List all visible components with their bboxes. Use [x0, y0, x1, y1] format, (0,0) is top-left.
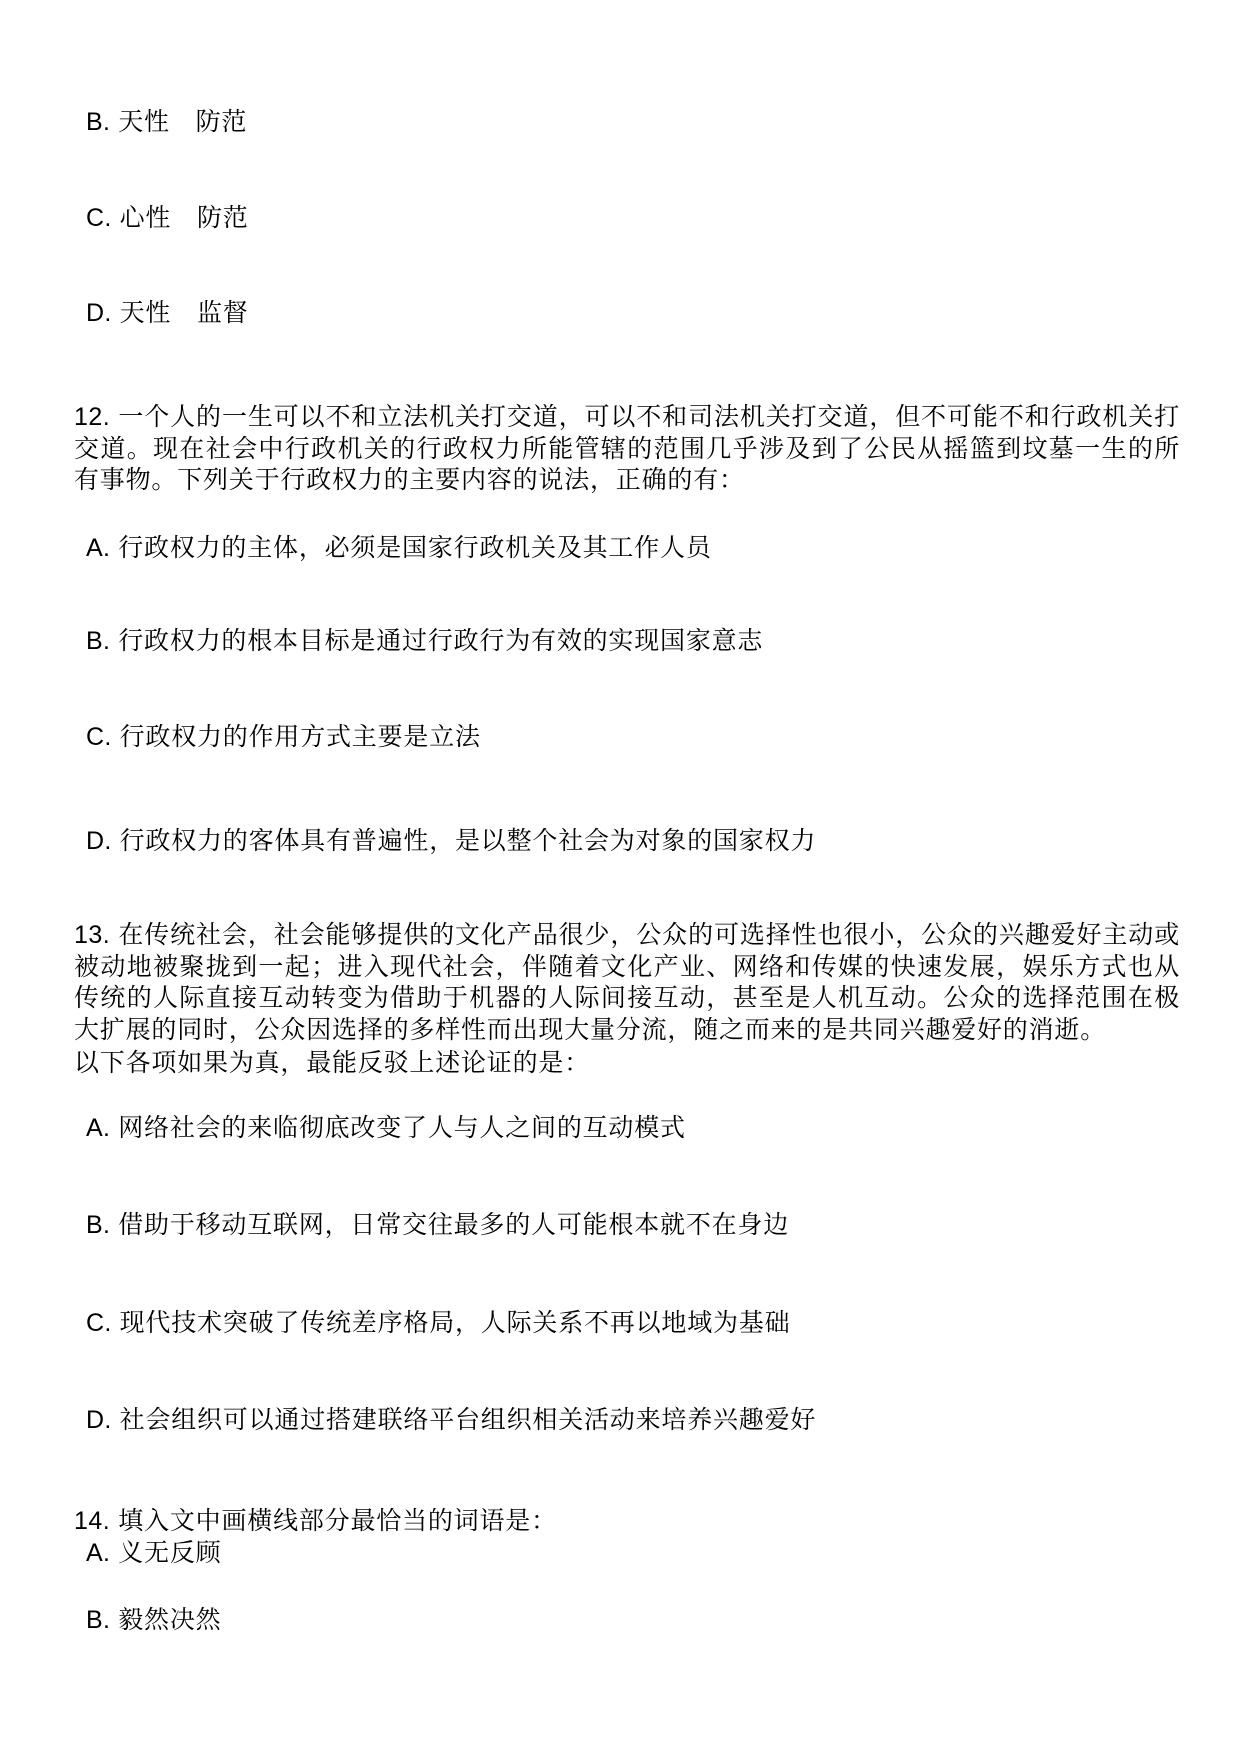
question-number: 13.	[74, 921, 111, 949]
option-text: 义无反顾	[118, 1539, 222, 1567]
option-text: 行政权力的根本目标是通过行政行为有效的实现国家意志	[118, 627, 764, 655]
option-label: B.	[86, 108, 111, 136]
option-13-c	[86, 1308, 790, 1340]
option-label: C.	[86, 723, 112, 751]
question-stem-text: 一个人的一生可以不和立法机关打交道，可以不和司法机关打交道，但不可能不和行政机关打交道。现在社会中行政机关的行政权力所能管辖的范围几乎涉及到了公民从摇篮到坟墓一生的所有事物。下列关于行政权力的主要内容的说法，正确的有：	[74, 403, 1180, 494]
option-label: A.	[86, 1539, 111, 1567]
option-text: 社会组织可以通过搭建联络平台组织相关活动来培养兴趣爱好	[119, 1406, 817, 1434]
option-label: A.	[86, 534, 111, 562]
question-13-stem	[74, 920, 1180, 1046]
option-label: D.	[86, 827, 112, 855]
option-11-b	[86, 107, 247, 139]
question-number: 12.	[74, 403, 111, 431]
question-13-prompt: 以下各项如果为真，最能反驳上述论证的是：	[74, 1049, 591, 1077]
option-text: 心性 防范	[119, 204, 249, 232]
option-label: A.	[86, 1114, 111, 1142]
option-11-c	[86, 203, 249, 235]
option-label: C.	[86, 204, 112, 232]
option-14-b	[86, 1605, 221, 1637]
option-text: 天性 监督	[119, 299, 249, 327]
option-label: B.	[86, 1211, 111, 1239]
option-label: B.	[86, 627, 111, 655]
option-13-a	[86, 1113, 686, 1145]
option-label: D.	[86, 1406, 112, 1434]
option-text: 行政权力的作用方式主要是立法	[119, 723, 481, 751]
question-14-stem	[74, 1506, 1180, 1538]
question-12-stem	[74, 402, 1180, 497]
option-text: 天性 防范	[118, 108, 248, 136]
option-11-d	[86, 298, 249, 330]
option-12-a	[86, 533, 712, 565]
option-text: 行政权力的主体，必须是国家行政机关及其工作人员	[118, 534, 712, 562]
question-stem-text: 填入文中画横线部分最恰当的词语是：	[118, 1507, 557, 1535]
option-12-d	[86, 826, 816, 858]
option-text: 借助于移动互联网，日常交往最多的人可能根本就不在身边	[118, 1211, 790, 1239]
option-13-b	[86, 1210, 789, 1242]
option-text: 行政权力的客体具有普遍性，是以整个社会为对象的国家权力	[119, 827, 817, 855]
option-label: C.	[86, 1309, 112, 1337]
option-12-b	[86, 626, 763, 658]
option-label: D.	[86, 299, 112, 327]
option-label: B.	[86, 1606, 111, 1634]
option-text: 现代技术突破了传统差序格局，人际关系不再以地域为基础	[119, 1309, 791, 1337]
option-12-c	[86, 722, 481, 754]
option-13-d	[86, 1405, 816, 1437]
option-text: 网络社会的来临彻底改变了人与人之间的互动模式	[118, 1114, 686, 1142]
option-text: 毅然决然	[118, 1606, 222, 1634]
option-14-a	[86, 1538, 221, 1570]
question-number: 14.	[74, 1507, 111, 1535]
question-stem-text: 在传统社会，社会能够提供的文化产品很少，公众的可选择性也很小，公众的兴趣爱好主动或被动地被聚拢到一起；进入现代社会，伴随着文化产业、网络和传媒的快速发展，娱乐方式也从传统的人际直接互动转变为借助于机器的人际间接互动，甚至是人机互动。公众的选择范围在极大扩展的同时，公众因选择的多样性而出现大量分流，随之而来的是共同兴趣爱好的消逝。	[74, 921, 1180, 1044]
